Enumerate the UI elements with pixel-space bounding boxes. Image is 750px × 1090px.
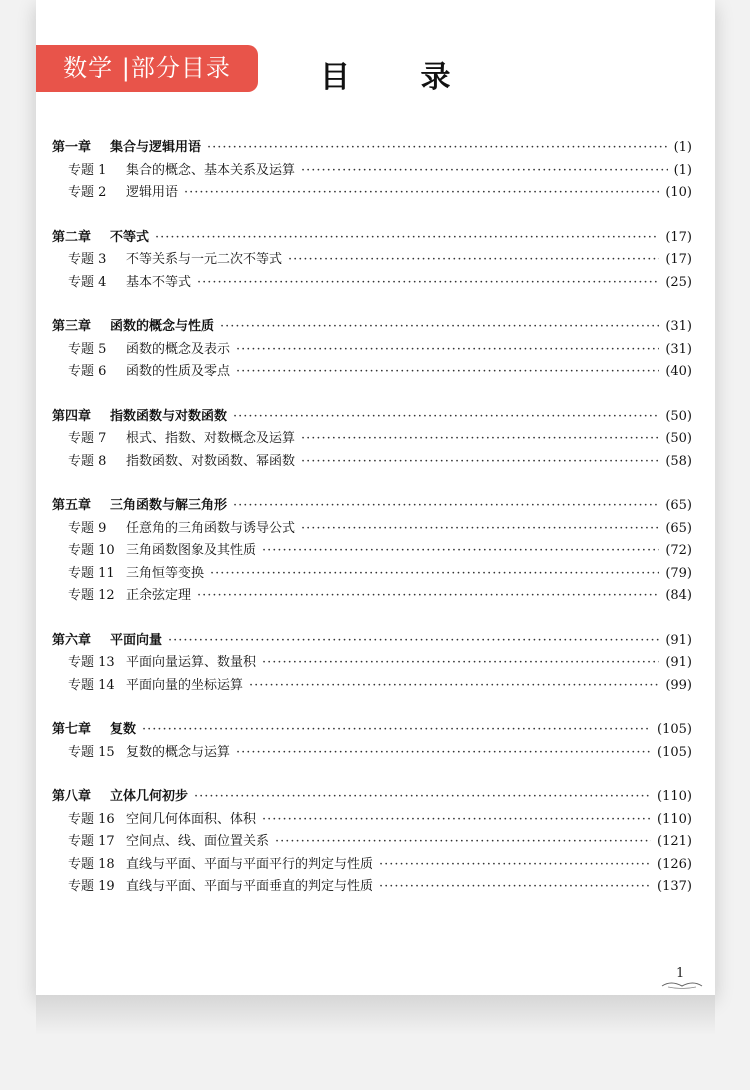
toc-topic-entry[interactable] <box>52 562 692 585</box>
page-ref: (126) <box>657 856 692 872</box>
toc-topic-entry[interactable] <box>52 159 692 182</box>
toc-chapter-entry[interactable] <box>52 226 692 249</box>
topic-label: 专题 8 <box>68 453 107 469</box>
topic-title: 基本不等式 <box>126 274 192 290</box>
topic-title: 直线与平面、平面与平面垂直的判定与性质 <box>126 879 374 894</box>
chapter-title: 不等式 <box>110 229 150 245</box>
topic-label: 专题 18 <box>68 856 115 872</box>
chapter-title: 指数函数与对数函数 <box>110 408 228 424</box>
toc-topic-entry[interactable] <box>52 248 692 271</box>
chapter-label: 第六章 <box>52 632 92 648</box>
leader-dots <box>197 588 659 603</box>
topic-title: 逻辑用语 <box>126 185 179 200</box>
page-ref: (110) <box>657 789 692 804</box>
page-ref: (31) <box>665 319 692 334</box>
page-ref: (1) <box>673 162 692 178</box>
leader-dots <box>301 521 659 536</box>
topic-title: 集合的概念、基本关系及运算 <box>126 162 296 178</box>
page-ref: (91) <box>665 632 692 648</box>
topic-title: 函数的性质及零点 <box>126 364 231 379</box>
page-ref: (17) <box>665 252 692 267</box>
chapter-label: 第七章 <box>52 722 92 737</box>
page-ref: (84) <box>665 588 692 603</box>
chapter-title: 平面向量 <box>110 632 163 648</box>
leader-dots <box>233 409 659 424</box>
topic-title: 平面向量的坐标运算 <box>126 677 244 693</box>
page-ref: (105) <box>657 744 692 760</box>
topic-title: 指数函数、对数函数、幂函数 <box>126 453 296 469</box>
leader-dots <box>236 364 659 379</box>
page-ref: (10) <box>665 185 692 200</box>
topic-label: 专题 17 <box>68 834 115 849</box>
toc-chapter-block <box>52 494 692 607</box>
topic-label: 专题 1 <box>68 162 107 178</box>
chapter-title: 三角函数与解三角形 <box>110 498 228 513</box>
toc-chapter-entry[interactable] <box>52 136 692 159</box>
toc-chapter-block <box>52 315 692 383</box>
page-ref: (58) <box>665 453 692 469</box>
toc-topic-entry[interactable] <box>52 271 692 294</box>
toc-chapter-entry[interactable] <box>52 629 692 652</box>
leader-dots <box>301 431 659 446</box>
leader-dots <box>301 163 668 178</box>
topic-title: 空间几何体面积、体积 <box>126 811 257 827</box>
toc-chapter-entry[interactable] <box>52 718 692 741</box>
topic-title: 复数的概念与运算 <box>126 744 231 760</box>
topic-label: 专题 6 <box>68 364 107 379</box>
toc-topic-entry[interactable] <box>52 450 692 473</box>
page-ref: (137) <box>657 879 692 894</box>
topic-label: 专题 11 <box>68 565 115 581</box>
leader-dots <box>288 252 659 267</box>
leader-dots <box>197 275 659 290</box>
leader-dots <box>155 230 659 245</box>
topic-label: 专题 4 <box>68 274 107 290</box>
page-ref: (79) <box>665 565 692 581</box>
page-ref: (40) <box>665 364 692 379</box>
toc-chapter-block <box>52 226 692 294</box>
topic-label: 专题 10 <box>68 543 115 558</box>
topic-label: 专题 15 <box>68 744 115 760</box>
topic-label: 专题 9 <box>68 520 107 536</box>
topic-label: 专题 13 <box>68 655 115 670</box>
page-title: 目 录 <box>320 60 481 95</box>
toc-chapter-block <box>52 405 692 473</box>
topic-label: 专题 2 <box>68 185 107 200</box>
toc-topic-entry[interactable] <box>52 427 692 450</box>
topic-label: 专题 7 <box>68 431 107 446</box>
toc-topic-entry[interactable] <box>52 539 692 562</box>
toc-chapter-entry[interactable] <box>52 315 692 338</box>
leader-dots <box>262 812 651 827</box>
topic-title: 直线与平面、平面与平面平行的判定与性质 <box>126 856 374 872</box>
toc-chapter-block <box>52 718 692 763</box>
toc-topic-entry[interactable] <box>52 830 692 853</box>
leader-dots <box>184 185 659 200</box>
leader-dots <box>249 678 659 693</box>
page-ref: (110) <box>657 811 692 827</box>
toc-topic-entry[interactable] <box>52 875 692 898</box>
page-ref: (65) <box>665 498 692 513</box>
chapter-label: 第一章 <box>52 140 92 155</box>
toc-topic-entry[interactable] <box>52 651 692 674</box>
toc-topic-entry[interactable] <box>52 584 692 607</box>
toc-chapter-block <box>52 629 692 697</box>
topic-title: 空间点、线、面位置关系 <box>126 834 270 849</box>
toc-chapter-entry[interactable] <box>52 494 692 517</box>
table-of-contents <box>52 136 692 920</box>
toc-chapter-block <box>52 785 692 898</box>
ornament-icon <box>660 980 704 990</box>
topic-label: 专题 14 <box>68 677 115 693</box>
chapter-label: 第八章 <box>52 789 92 804</box>
toc-chapter-entry[interactable] <box>52 785 692 808</box>
chapter-label: 第二章 <box>52 229 92 245</box>
topic-title: 函数的概念及表示 <box>126 341 231 357</box>
toc-topic-entry[interactable] <box>52 853 692 876</box>
page-ref: (1) <box>673 140 692 155</box>
topic-label: 专题 19 <box>68 879 115 894</box>
toc-chapter-block <box>52 136 692 204</box>
page-number: 1 <box>676 966 685 981</box>
page-ref: (50) <box>665 431 692 446</box>
topic-title: 正余弦定理 <box>126 588 192 603</box>
leader-dots <box>236 342 659 357</box>
leader-dots <box>194 789 651 804</box>
page-ref: (121) <box>657 834 692 849</box>
toc-topic-entry[interactable] <box>52 338 692 361</box>
leader-dots <box>236 745 651 760</box>
topic-title: 三角函数图象及其性质 <box>126 543 257 558</box>
toc-topic-entry[interactable] <box>52 517 692 540</box>
page-ref: (65) <box>665 520 692 536</box>
page-ref: (72) <box>665 543 692 558</box>
leader-dots <box>233 498 659 513</box>
chapter-label: 第四章 <box>52 408 92 424</box>
topic-title: 根式、指数、对数概念及运算 <box>126 431 296 446</box>
leader-dots <box>379 857 651 872</box>
leader-dots <box>275 834 651 849</box>
leader-dots <box>168 633 659 648</box>
page-shadow <box>36 995 715 1035</box>
leader-dots <box>301 454 659 469</box>
page-ref: (99) <box>665 677 692 693</box>
chapter-label: 第五章 <box>52 498 92 513</box>
page-ref: (17) <box>665 229 692 245</box>
toc-topic-entry[interactable] <box>52 808 692 831</box>
topic-label: 专题 16 <box>68 811 115 827</box>
topic-title: 不等关系与一元二次不等式 <box>126 252 283 267</box>
chapter-title: 函数的概念与性质 <box>110 319 215 334</box>
leader-dots <box>210 566 659 581</box>
leader-dots <box>207 140 668 155</box>
leader-dots <box>142 722 651 737</box>
page-ref: (105) <box>657 722 692 737</box>
toc-topic-entry[interactable] <box>52 741 692 764</box>
page-ref: (50) <box>665 408 692 424</box>
chapter-title: 复数 <box>110 722 137 737</box>
toc-topic-entry[interactable] <box>52 360 692 383</box>
leader-dots <box>262 543 659 558</box>
toc-topic-entry[interactable] <box>52 674 692 697</box>
toc-topic-entry[interactable] <box>52 181 692 204</box>
leader-dots <box>220 319 659 334</box>
topic-label: 专题 5 <box>68 341 107 357</box>
topic-title: 任意角的三角函数与诱导公式 <box>126 520 296 536</box>
page-ref: (31) <box>665 341 692 357</box>
topic-label: 专题 12 <box>68 588 115 603</box>
subject-badge: 数学 |部分目录 <box>36 45 258 92</box>
leader-dots <box>262 655 659 670</box>
chapter-label: 第三章 <box>52 319 92 334</box>
topic-title: 平面向量运算、数量积 <box>126 655 257 670</box>
chapter-title: 立体几何初步 <box>110 789 189 804</box>
chapter-title: 集合与逻辑用语 <box>110 140 202 155</box>
leader-dots <box>379 879 651 894</box>
topic-title: 三角恒等变换 <box>126 565 205 581</box>
toc-chapter-entry[interactable] <box>52 405 692 428</box>
page-ref: (91) <box>665 655 692 670</box>
page-ref: (25) <box>665 274 692 290</box>
topic-label: 专题 3 <box>68 252 107 267</box>
